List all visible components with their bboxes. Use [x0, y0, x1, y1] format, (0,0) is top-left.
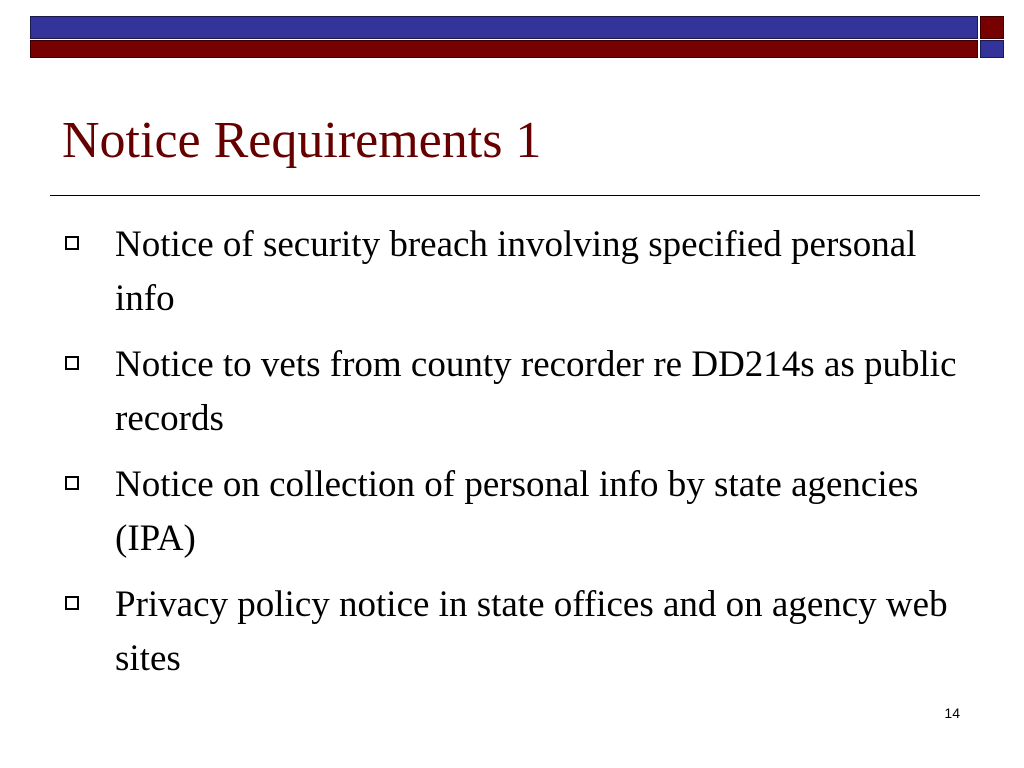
bullet-text: Notice on collection of personal info by state agencies (IPA) — [115, 464, 919, 559]
bullet-item — [62, 338, 962, 446]
hollow-square-icon — [65, 596, 79, 610]
bullet-item — [62, 458, 962, 566]
bullet-item — [62, 218, 962, 326]
header-decoration — [30, 16, 1005, 59]
bullet-text: Privacy policy notice in state offices and on agency web sites — [115, 584, 948, 679]
slide-title: Notice Requirements 1 — [62, 112, 542, 169]
bullet-list — [62, 218, 962, 698]
bullet-item — [62, 578, 962, 686]
header-blue-bar — [30, 16, 978, 39]
header-red-bar — [30, 40, 978, 58]
title-divider — [50, 195, 980, 196]
header-red-square — [980, 16, 1004, 39]
hollow-square-icon — [65, 356, 79, 370]
header-blue-square — [980, 40, 1004, 58]
slide-number: 14 — [944, 705, 960, 721]
bullet-text: Notice of security breach involving specified personal info — [115, 224, 917, 319]
hollow-square-icon — [65, 476, 79, 490]
hollow-square-icon — [65, 236, 79, 250]
bullet-text: Notice to vets from county recorder re DD214s as public records — [115, 344, 957, 439]
